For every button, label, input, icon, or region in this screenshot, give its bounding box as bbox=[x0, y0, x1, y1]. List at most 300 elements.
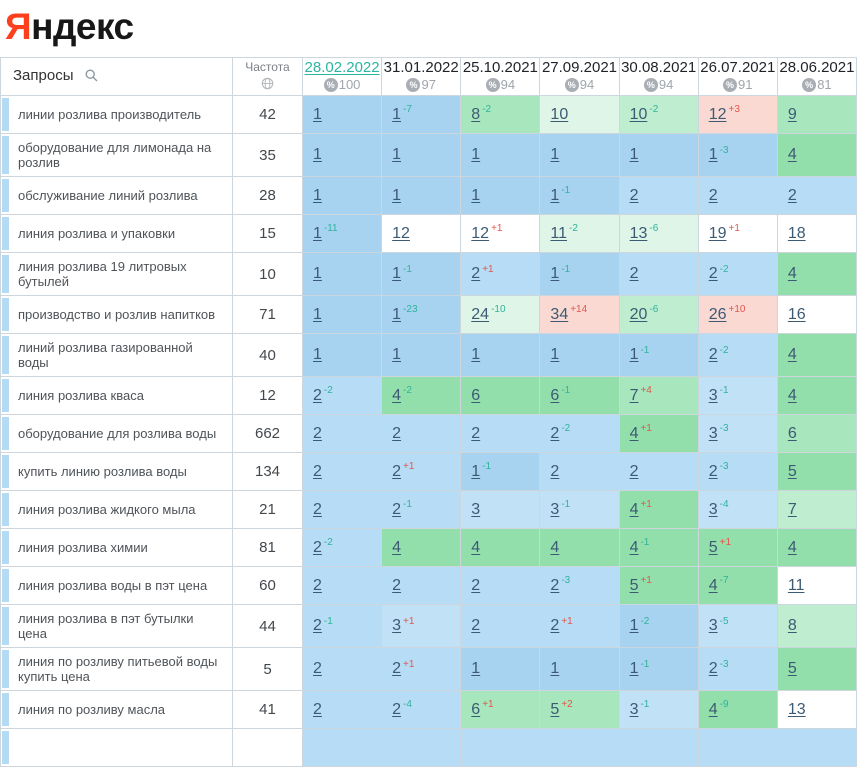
position-link[interactable]: 5 bbox=[708, 538, 718, 556]
position-link[interactable]: 4 bbox=[708, 576, 718, 594]
query-text: обслуживание линий розлива bbox=[18, 188, 198, 203]
position-link[interactable]: 2 bbox=[708, 265, 718, 282]
position-link[interactable]: 18 bbox=[787, 224, 806, 242]
position-link[interactable]: 13 bbox=[787, 700, 806, 718]
query-cell bbox=[1, 729, 233, 767]
position-link[interactable]: 2 bbox=[550, 617, 560, 634]
position-cell bbox=[461, 96, 540, 134]
position-link[interactable]: 1 bbox=[550, 346, 560, 363]
position-delta: -1 bbox=[640, 658, 650, 670]
position-link[interactable]: 2 bbox=[392, 700, 402, 718]
coverage-value: 97 bbox=[421, 77, 436, 92]
row-marker bbox=[2, 179, 9, 212]
position-delta: -1 bbox=[640, 699, 650, 711]
query-cell bbox=[1, 377, 233, 415]
position-link[interactable]: 2 bbox=[313, 386, 322, 404]
position-link[interactable]: 4 bbox=[787, 386, 797, 404]
yandex-logo-ya: Я bbox=[5, 6, 32, 47]
position-link[interactable]: 11 bbox=[550, 224, 568, 242]
query-cell bbox=[1, 134, 233, 177]
row-marker bbox=[2, 136, 9, 174]
percent-icon: % bbox=[565, 78, 579, 92]
percent-icon: % bbox=[802, 78, 816, 92]
position-delta: -9 bbox=[719, 699, 729, 711]
position-link[interactable]: 1 bbox=[471, 660, 481, 677]
date-link[interactable]: 30.08.2021 bbox=[621, 59, 697, 76]
position-cell bbox=[619, 567, 698, 605]
query-cell bbox=[1, 177, 233, 215]
position-cell bbox=[461, 215, 540, 253]
position-link[interactable]: 12 bbox=[708, 105, 727, 123]
position-link[interactable]: 4 bbox=[787, 538, 797, 556]
position-delta: -23 bbox=[403, 304, 418, 316]
query-text: купить линию розлива воды bbox=[18, 464, 187, 479]
position-delta: -1 bbox=[323, 615, 333, 627]
frequency-cell: 41 bbox=[233, 691, 303, 729]
position-delta: -1 bbox=[719, 385, 729, 397]
position-link[interactable]: 1 bbox=[392, 265, 402, 282]
position-cell bbox=[619, 177, 698, 215]
position-cell bbox=[619, 96, 698, 134]
position-link[interactable]: 3 bbox=[471, 500, 481, 518]
position-delta: +1 bbox=[728, 223, 740, 235]
position-delta: -1 bbox=[561, 185, 571, 197]
position-delta: -3 bbox=[561, 575, 571, 587]
position-cell bbox=[777, 215, 856, 253]
position-cell bbox=[303, 177, 382, 215]
position-link[interactable]: 1 bbox=[313, 305, 322, 323]
frequency-header-label: Частота bbox=[245, 59, 290, 74]
position-link[interactable]: 12 bbox=[471, 224, 490, 242]
position-link[interactable]: 5 bbox=[787, 660, 797, 677]
position-cell bbox=[303, 253, 382, 296]
position-delta: +1 bbox=[719, 537, 732, 549]
position-cell bbox=[698, 729, 777, 767]
row-marker bbox=[2, 417, 9, 450]
position-link[interactable]: 4 bbox=[787, 265, 797, 282]
frequency-cell: 10 bbox=[233, 253, 303, 296]
position-link[interactable]: 1 bbox=[629, 660, 639, 677]
position-link[interactable]: 1 bbox=[471, 146, 481, 163]
query-text: линия розлива воды в пэт цена bbox=[18, 578, 208, 593]
table-row bbox=[1, 253, 857, 296]
position-link[interactable]: 1 bbox=[550, 186, 560, 204]
position-delta: -1 bbox=[640, 344, 650, 356]
position-link[interactable]: 4 bbox=[629, 538, 639, 556]
position-link[interactable]: 1 bbox=[629, 346, 639, 363]
position-link[interactable]: 1 bbox=[550, 265, 560, 282]
query-text: линии розлива производитель bbox=[18, 107, 201, 122]
position-delta: +1 bbox=[640, 575, 652, 587]
coverage-value: 81 bbox=[817, 77, 832, 92]
query-cell bbox=[1, 296, 233, 334]
position-link[interactable]: 4 bbox=[392, 386, 402, 404]
position-link[interactable]: 2 bbox=[471, 576, 481, 594]
position-link[interactable]: 13 bbox=[629, 224, 648, 242]
position-cell bbox=[777, 729, 856, 767]
position-link[interactable]: 2 bbox=[708, 346, 718, 363]
position-cell bbox=[303, 377, 382, 415]
frequency-cell: 12 bbox=[233, 377, 303, 415]
position-cell bbox=[619, 605, 698, 648]
position-cell bbox=[540, 296, 619, 334]
position-cell bbox=[382, 334, 461, 377]
position-cell bbox=[303, 96, 382, 134]
frequency-cell: 44 bbox=[233, 605, 303, 648]
position-link[interactable]: 2 bbox=[550, 424, 560, 442]
query-cell bbox=[1, 334, 233, 377]
position-link[interactable]: 1 bbox=[392, 105, 402, 123]
position-cell bbox=[540, 529, 619, 567]
position-cell bbox=[540, 567, 619, 605]
position-cell bbox=[698, 691, 777, 729]
percent-icon: % bbox=[406, 78, 420, 92]
position-link[interactable]: 2 bbox=[550, 576, 560, 594]
coverage-badge bbox=[778, 77, 856, 93]
position-delta: +1 bbox=[561, 615, 573, 627]
yandex-logo bbox=[0, 0, 857, 57]
date-column-header bbox=[540, 58, 619, 96]
position-link[interactable]: 12 bbox=[392, 224, 410, 242]
frequency-cell: 42 bbox=[233, 96, 303, 134]
position-link[interactable]: 2 bbox=[787, 186, 797, 204]
position-delta: -3 bbox=[719, 658, 729, 670]
position-link[interactable]: 9 bbox=[787, 105, 797, 123]
position-link[interactable]: 1 bbox=[708, 146, 718, 163]
position-cell bbox=[540, 415, 619, 453]
position-link[interactable]: 1 bbox=[392, 146, 402, 163]
position-delta: -2 bbox=[569, 223, 578, 235]
query-cell bbox=[1, 253, 233, 296]
row-marker bbox=[2, 531, 9, 564]
query-text: линий розлива газированной воды bbox=[18, 340, 193, 370]
position-link[interactable]: 2 bbox=[629, 186, 639, 204]
position-cell bbox=[540, 177, 619, 215]
row-marker bbox=[2, 98, 9, 131]
globe-icon bbox=[233, 77, 302, 93]
query-cell bbox=[1, 691, 233, 729]
frequency-cell: 71 bbox=[233, 296, 303, 334]
row-marker bbox=[2, 217, 9, 250]
position-link[interactable]: 4 bbox=[629, 424, 639, 442]
query-text: линия розлива химии bbox=[18, 540, 148, 555]
coverage-badge bbox=[620, 77, 698, 93]
row-marker bbox=[2, 379, 9, 412]
position-cell bbox=[303, 648, 382, 691]
position-link[interactable]: 6 bbox=[787, 424, 797, 442]
position-delta: -6 bbox=[649, 304, 659, 316]
position-link[interactable]: 2 bbox=[471, 424, 481, 442]
position-delta: -1 bbox=[640, 537, 650, 549]
frequency-cell: 60 bbox=[233, 567, 303, 605]
queries-header-label: Запросы bbox=[13, 67, 74, 84]
position-link[interactable]: 2 bbox=[392, 500, 402, 518]
position-delta: -3 bbox=[719, 423, 729, 435]
position-link[interactable]: 2 bbox=[471, 617, 481, 634]
positions-table-body bbox=[1, 96, 857, 767]
date-link[interactable]: 26.07.2021 bbox=[700, 59, 776, 76]
position-link[interactable]: 11 bbox=[787, 576, 805, 594]
position-delta: -2 bbox=[561, 423, 571, 435]
position-link[interactable]: 2 bbox=[471, 265, 481, 282]
position-cell bbox=[461, 296, 540, 334]
position-cell bbox=[303, 491, 382, 529]
position-link[interactable]: 1 bbox=[550, 660, 560, 677]
query-cell bbox=[1, 96, 233, 134]
position-link[interactable]: 4 bbox=[787, 346, 797, 363]
percent-icon: % bbox=[723, 78, 737, 92]
position-link[interactable]: 2 bbox=[313, 617, 322, 634]
table-row bbox=[1, 334, 857, 377]
position-cell bbox=[382, 215, 461, 253]
position-link[interactable]: 3 bbox=[708, 424, 718, 442]
date-link[interactable]: 31.01.2022 bbox=[383, 59, 459, 76]
position-cell bbox=[303, 134, 382, 177]
date-column-header bbox=[777, 58, 856, 96]
search-icon[interactable] bbox=[85, 69, 98, 86]
position-delta: +2 bbox=[561, 699, 573, 711]
position-link[interactable]: 4 bbox=[629, 500, 639, 518]
position-cell bbox=[698, 334, 777, 377]
position-link[interactable]: 10 bbox=[629, 105, 648, 123]
row-marker bbox=[2, 569, 9, 602]
yandex-logo-rest: ндекс bbox=[31, 6, 134, 47]
position-link[interactable]: 1 bbox=[313, 224, 322, 242]
position-link[interactable]: 1 bbox=[313, 186, 322, 204]
position-link[interactable]: 3 bbox=[392, 617, 402, 634]
position-link[interactable]: 4 bbox=[550, 538, 560, 556]
position-cell bbox=[303, 605, 382, 648]
date-column-header bbox=[382, 58, 461, 96]
position-link[interactable]: 6 bbox=[550, 386, 560, 404]
coverage-value: 100 bbox=[338, 77, 361, 92]
query-text: линия по розливу масла bbox=[18, 702, 166, 717]
position-link[interactable]: 2 bbox=[392, 576, 402, 594]
position-link[interactable]: 1 bbox=[392, 346, 402, 363]
position-cell bbox=[777, 177, 856, 215]
position-cell bbox=[777, 605, 856, 648]
position-link[interactable]: 4 bbox=[708, 700, 718, 718]
position-link[interactable]: 5 bbox=[629, 576, 639, 594]
position-cell bbox=[619, 334, 698, 377]
position-cell bbox=[382, 134, 461, 177]
position-link[interactable]: 7 bbox=[787, 500, 797, 518]
position-link[interactable]: 2 bbox=[708, 462, 718, 480]
position-delta: +1 bbox=[491, 223, 503, 235]
position-cell bbox=[461, 691, 540, 729]
position-link[interactable]: 1 bbox=[313, 105, 322, 123]
position-link[interactable]: 2 bbox=[392, 462, 402, 480]
position-cell bbox=[303, 415, 382, 453]
position-link[interactable]: 2 bbox=[313, 424, 322, 442]
position-cell bbox=[777, 334, 856, 377]
percent-icon: % bbox=[324, 78, 338, 92]
position-link[interactable]: 2 bbox=[392, 660, 402, 677]
position-cell bbox=[540, 729, 619, 767]
position-cell bbox=[303, 296, 382, 334]
position-link[interactable]: 3 bbox=[708, 500, 718, 518]
position-cell bbox=[382, 605, 461, 648]
table-row bbox=[1, 377, 857, 415]
position-link[interactable]: 1 bbox=[313, 265, 322, 282]
position-cell bbox=[461, 729, 540, 767]
position-cell bbox=[461, 648, 540, 691]
position-cell bbox=[619, 215, 698, 253]
position-cell bbox=[461, 567, 540, 605]
position-link[interactable]: 4 bbox=[787, 146, 797, 163]
coverage-badge bbox=[382, 77, 460, 93]
position-link[interactable]: 3 bbox=[629, 700, 639, 718]
position-link[interactable]: 1 bbox=[471, 346, 481, 363]
query-cell bbox=[1, 567, 233, 605]
row-marker bbox=[2, 650, 9, 688]
position-link[interactable]: 5 bbox=[787, 462, 797, 480]
position-link[interactable]: 2 bbox=[392, 424, 402, 442]
position-delta: -2 bbox=[719, 263, 729, 275]
position-link[interactable]: 7 bbox=[629, 386, 639, 404]
position-link[interactable]: 2 bbox=[313, 462, 322, 480]
position-cell bbox=[619, 377, 698, 415]
position-link[interactable]: 2 bbox=[629, 265, 639, 282]
position-cell bbox=[540, 334, 619, 377]
position-delta: -11 bbox=[323, 223, 338, 235]
position-delta: +3 bbox=[728, 104, 740, 116]
position-cell bbox=[461, 491, 540, 529]
coverage-badge bbox=[461, 77, 539, 93]
position-cell bbox=[461, 377, 540, 415]
row-marker bbox=[2, 693, 9, 726]
position-link[interactable]: 6 bbox=[471, 386, 481, 404]
position-cell bbox=[698, 567, 777, 605]
position-cell bbox=[619, 691, 698, 729]
position-cell bbox=[777, 96, 856, 134]
date-link[interactable]: 28.06.2021 bbox=[779, 59, 855, 76]
position-link[interactable]: 2 bbox=[708, 186, 718, 204]
position-cell bbox=[619, 134, 698, 177]
position-link[interactable]: 3 bbox=[708, 617, 718, 634]
position-cell bbox=[619, 453, 698, 491]
position-link[interactable]: 2 bbox=[313, 700, 322, 718]
frequency-cell: 21 bbox=[233, 491, 303, 529]
position-cell bbox=[540, 377, 619, 415]
position-cell bbox=[382, 377, 461, 415]
position-link[interactable]: 24 bbox=[471, 305, 490, 323]
position-cell bbox=[540, 134, 619, 177]
position-link[interactable]: 1 bbox=[313, 146, 322, 163]
position-cell bbox=[777, 529, 856, 567]
position-link[interactable]: 1 bbox=[471, 462, 481, 480]
position-cell bbox=[382, 96, 461, 134]
position-link[interactable]: 1 bbox=[392, 305, 402, 323]
position-link[interactable]: 16 bbox=[787, 305, 806, 323]
position-cell bbox=[461, 134, 540, 177]
position-link[interactable]: 3 bbox=[708, 386, 718, 404]
position-cell bbox=[461, 605, 540, 648]
position-link[interactable]: 34 bbox=[550, 305, 569, 323]
date-link[interactable]: 27.09.2021 bbox=[541, 59, 618, 76]
position-link[interactable]: 2 bbox=[550, 462, 560, 480]
position-link[interactable]: 10 bbox=[550, 105, 569, 123]
position-link[interactable]: 19 bbox=[708, 224, 727, 242]
position-delta: -7 bbox=[403, 104, 412, 116]
position-link[interactable]: 4 bbox=[471, 538, 481, 556]
position-link[interactable]: 1 bbox=[471, 186, 481, 204]
position-link[interactable]: 1 bbox=[629, 146, 639, 163]
position-cell bbox=[698, 491, 777, 529]
position-cell bbox=[777, 253, 856, 296]
position-link[interactable]: 1 bbox=[313, 346, 322, 363]
position-cell bbox=[461, 453, 540, 491]
position-delta: +1 bbox=[640, 423, 652, 435]
position-link[interactable]: 3 bbox=[550, 500, 560, 518]
position-delta: -1 bbox=[403, 263, 412, 275]
coverage-badge bbox=[699, 77, 777, 93]
position-link[interactable]: 6 bbox=[471, 700, 481, 718]
table-row bbox=[1, 134, 857, 177]
position-cell bbox=[382, 253, 461, 296]
table-row bbox=[1, 729, 857, 767]
date-link[interactable]: 28.02.2022 bbox=[304, 59, 380, 76]
position-delta: -2 bbox=[482, 104, 492, 116]
position-cell bbox=[777, 377, 856, 415]
coverage-value: 91 bbox=[738, 77, 753, 92]
position-link[interactable]: 4 bbox=[392, 538, 402, 556]
position-delta: -7 bbox=[719, 575, 729, 587]
position-delta: -6 bbox=[649, 223, 659, 235]
position-cell bbox=[461, 253, 540, 296]
position-cell bbox=[698, 648, 777, 691]
row-marker bbox=[2, 493, 9, 526]
position-cell bbox=[777, 648, 856, 691]
table-row bbox=[1, 567, 857, 605]
position-link[interactable]: 26 bbox=[708, 305, 727, 323]
position-cell bbox=[698, 453, 777, 491]
coverage-badge bbox=[540, 77, 618, 93]
position-cell bbox=[382, 729, 461, 767]
row-marker bbox=[2, 455, 9, 488]
position-cell bbox=[698, 415, 777, 453]
position-cell bbox=[619, 648, 698, 691]
position-cell bbox=[382, 296, 461, 334]
position-link[interactable]: 20 bbox=[629, 305, 648, 323]
position-link[interactable]: 1 bbox=[629, 617, 639, 634]
position-cell bbox=[698, 177, 777, 215]
position-delta: -2 bbox=[719, 344, 729, 356]
position-cell bbox=[461, 177, 540, 215]
position-link[interactable]: 8 bbox=[787, 617, 797, 634]
frequency-cell: 662 bbox=[233, 415, 303, 453]
date-link[interactable]: 25.10.2021 bbox=[462, 59, 538, 76]
position-link[interactable]: 1 bbox=[550, 146, 560, 163]
position-link[interactable]: 2 bbox=[708, 660, 718, 677]
position-cell bbox=[461, 334, 540, 377]
position-cell bbox=[619, 529, 698, 567]
position-cell bbox=[698, 605, 777, 648]
position-delta: -1 bbox=[482, 461, 492, 473]
position-link[interactable]: 2 bbox=[313, 500, 322, 518]
query-text: производство и розлив напитков bbox=[18, 307, 216, 322]
position-link[interactable]: 2 bbox=[313, 576, 322, 594]
position-link[interactable]: 8 bbox=[471, 105, 481, 123]
position-link[interactable]: 1 bbox=[392, 186, 402, 204]
coverage-value: 94 bbox=[658, 77, 674, 92]
position-link[interactable]: 2 bbox=[629, 462, 639, 480]
table-row bbox=[1, 453, 857, 491]
position-delta: -1 bbox=[561, 263, 571, 275]
position-link[interactable]: 2 bbox=[313, 538, 322, 556]
position-link[interactable]: 5 bbox=[550, 700, 560, 718]
position-link[interactable]: 2 bbox=[313, 660, 322, 677]
